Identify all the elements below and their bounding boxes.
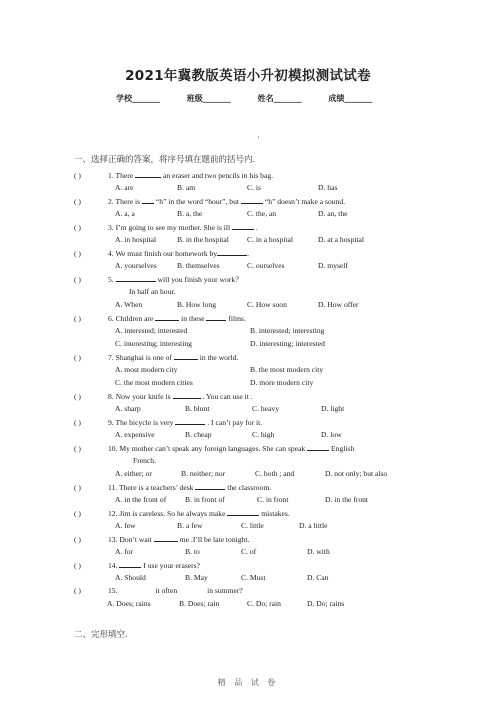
question-2 (74, 196, 434, 207)
option-c: C. Do; rain (247, 599, 281, 608)
option-c: C. is (247, 183, 261, 192)
question-15 (74, 586, 434, 596)
question-text: . (254, 223, 258, 232)
blank-line (206, 313, 226, 321)
blank-line (307, 443, 329, 451)
question-3 (74, 222, 434, 233)
question-text: “h” doesn’t make a sound. (262, 197, 346, 206)
option-c: C. little (241, 521, 264, 530)
option-c: C. of (241, 547, 257, 556)
option-b: B. May (185, 573, 208, 582)
student-info-line (116, 93, 372, 104)
option-b: B. interested; interesting (250, 326, 325, 335)
question-text: 5. (108, 275, 116, 284)
page-footer: 精 品 试 卷 (217, 678, 279, 687)
option-b: B. in the hospital (177, 235, 229, 244)
option-b: B. the most modern city (250, 365, 324, 374)
answer-bracket[interactable]: ( ) (74, 418, 81, 427)
question-text: . I can’t pay for it. (205, 418, 263, 427)
answer-bracket[interactable]: ( ) (74, 535, 81, 544)
option-a: A. in the front of (115, 495, 167, 504)
question-text: 12. Jim is careless. So he always make (108, 509, 228, 518)
answer-bracket[interactable]: ( ) (74, 314, 81, 323)
question-text: 6. Children are (108, 314, 156, 323)
option-b: B. neither; nor (181, 469, 226, 478)
option-a: A. few (115, 521, 136, 530)
page-title: 2021年冀教版英语小升初模拟测试试卷 (125, 68, 371, 84)
answer-bracket[interactable]: ( ) (74, 509, 81, 518)
option-a: A. interested; interested (115, 326, 188, 335)
blank-line (241, 196, 263, 204)
question-text: an eraser and two pencils in his bag. (161, 171, 274, 180)
option-b: B. How long (177, 300, 217, 309)
option-c: C. in front (257, 495, 289, 504)
question-text: . (247, 249, 250, 258)
question-text: 4. We must finish our homework by (108, 249, 218, 258)
option-b: B. to (185, 547, 200, 556)
blank-line (174, 352, 198, 360)
option-a: A. expensive (115, 430, 155, 439)
question-10-continuation: French. (133, 456, 156, 465)
question-text: 13. Don’t wait (108, 535, 154, 544)
option-c: C. Must (241, 573, 266, 582)
option-b: B. themselves (177, 261, 220, 270)
option-a: A. Should (115, 573, 146, 582)
blank-line (173, 391, 201, 399)
option-b: B. am (177, 183, 196, 192)
option-c: C. heavy (252, 404, 279, 413)
option-d: D. low (321, 430, 342, 439)
blank-line (155, 313, 179, 321)
question-5-response: In half an hour. (129, 287, 176, 296)
option-d: D. more modern city (250, 378, 314, 387)
question-text: in summer? (207, 586, 243, 595)
question-text: 8. Now your knife is (108, 392, 173, 401)
question-text: English (329, 444, 355, 453)
section-two-heading: 二、完形填空. (74, 630, 128, 640)
option-b: B. a few (177, 521, 203, 530)
option-b: B. blunt (185, 404, 210, 413)
option-d: D. with (307, 547, 330, 556)
question-11 (74, 482, 434, 493)
question-8 (74, 391, 434, 402)
option-c: C. How soon (247, 300, 287, 309)
question-5 (74, 274, 434, 285)
option-d: D. an, the (318, 209, 348, 218)
blank-line (195, 482, 225, 490)
option-d: D. light (321, 404, 345, 413)
question-7 (74, 352, 434, 363)
score-field[interactable]: 成绩_______ (328, 94, 373, 103)
question-text: . You can use it . (200, 392, 253, 401)
option-a: A. in hospital (115, 235, 157, 244)
question-text: 1. There (108, 171, 136, 180)
option-a: A. are (115, 183, 134, 192)
class-field[interactable]: 班级_______ (186, 94, 231, 103)
question-10 (74, 443, 434, 454)
answer-bracket[interactable]: ( ) (74, 249, 81, 258)
option-b: B. in front of (185, 495, 225, 504)
answer-bracket[interactable]: ( ) (74, 392, 81, 401)
question-14 (74, 560, 434, 571)
blank-line (227, 508, 259, 516)
option-a: A. a, a (115, 209, 135, 218)
option-c: C. high (252, 430, 275, 439)
question-text: me .I’ll be late tonight. (177, 535, 250, 544)
question-text: in the world. (197, 353, 239, 362)
question-text: 3. I’m going to see my mother. She is ill (108, 223, 233, 232)
option-d: D. in the front (325, 495, 369, 504)
option-b: B. cheap (185, 430, 212, 439)
question-text: it often (155, 586, 178, 595)
option-c: C. the, an (247, 209, 277, 218)
blank-line (232, 222, 254, 230)
option-d: D. How offer (318, 300, 359, 309)
option-b: B. a, the (177, 209, 203, 218)
option-a: A. for (115, 547, 134, 556)
answer-bracket[interactable]: ( ) (74, 223, 81, 232)
question-text: 7. Shanghai is one of (108, 353, 174, 362)
option-d: D. interesting; interested (250, 339, 325, 348)
question-text: 2. There is (108, 197, 143, 206)
question-12 (74, 508, 434, 519)
option-d: D. Can (307, 573, 329, 582)
question-text: the classroom. (225, 483, 272, 492)
question-text: in these (179, 314, 207, 323)
option-d: D. has (318, 183, 338, 192)
question-text: 10. My mother can’t speak any foreign languages. She can speak (108, 444, 308, 453)
answer-bracket[interactable]: ( ) (74, 561, 81, 570)
question-text: mistakes. (259, 509, 290, 518)
separator-mark: ' (258, 135, 260, 144)
option-d: D. myself (318, 261, 348, 270)
answer-bracket[interactable]: ( ) (74, 197, 81, 206)
answer-bracket[interactable]: ( ) (74, 444, 81, 453)
question-4 (74, 248, 434, 259)
question-text: 15. (108, 586, 120, 595)
option-c: C. ourselves (247, 261, 285, 270)
option-c: C. in a hospital (247, 235, 293, 244)
blank-line (217, 248, 250, 258)
section-one-heading: 一、选择正确的答案，将序号填在题前的括号内. (74, 155, 256, 165)
question-text: I use your erasers? (141, 561, 201, 570)
school-field[interactable]: 学校_______ (116, 94, 160, 103)
blank-line (154, 534, 178, 542)
question-text: films. (226, 314, 246, 323)
option-d: D. not only; but also (325, 469, 388, 478)
question-text: will you finish your work？ (155, 275, 243, 284)
name-field[interactable]: 姓名_______ (257, 94, 302, 103)
question-text: 14. (108, 561, 120, 570)
blank-line (142, 196, 154, 204)
option-a: A. When (115, 300, 143, 309)
option-b: B. Does; rain (179, 599, 220, 608)
option-d: D. Do; rains (307, 599, 345, 608)
question-text: “h” in the word “hour”, but (154, 197, 241, 206)
question-text: 11. There is a teachers’ desk (108, 483, 196, 492)
question-text: 9. The bicycle is very (108, 418, 176, 427)
question-9 (74, 417, 434, 428)
blank-line (116, 274, 156, 282)
blank-line (135, 170, 161, 178)
option-c: C. both ; and (255, 469, 295, 478)
question-6 (74, 313, 434, 324)
option-a: A. most modern city (115, 365, 178, 374)
option-d: D. a little (299, 521, 328, 530)
option-a: A. yourselves (115, 261, 157, 270)
answer-bracket[interactable]: ( ) (74, 171, 81, 180)
option-d: D. at a hospital (318, 235, 364, 244)
option-a: A. Does; rains (107, 599, 151, 608)
blank-line (119, 560, 141, 568)
question-1 (74, 170, 434, 181)
answer-bracket[interactable]: ( ) (74, 353, 81, 362)
answer-bracket[interactable]: ( ) (74, 275, 81, 284)
option-c: C. the most modern cities (115, 378, 193, 387)
answer-bracket[interactable]: ( ) (74, 586, 81, 595)
question-13 (74, 534, 434, 545)
blank-line (175, 417, 205, 425)
option-c: C. interesting; interesting (115, 339, 192, 348)
answer-bracket[interactable]: ( ) (74, 483, 81, 492)
option-a: A. sharp (115, 404, 141, 413)
option-a: A. either; or (115, 469, 152, 478)
